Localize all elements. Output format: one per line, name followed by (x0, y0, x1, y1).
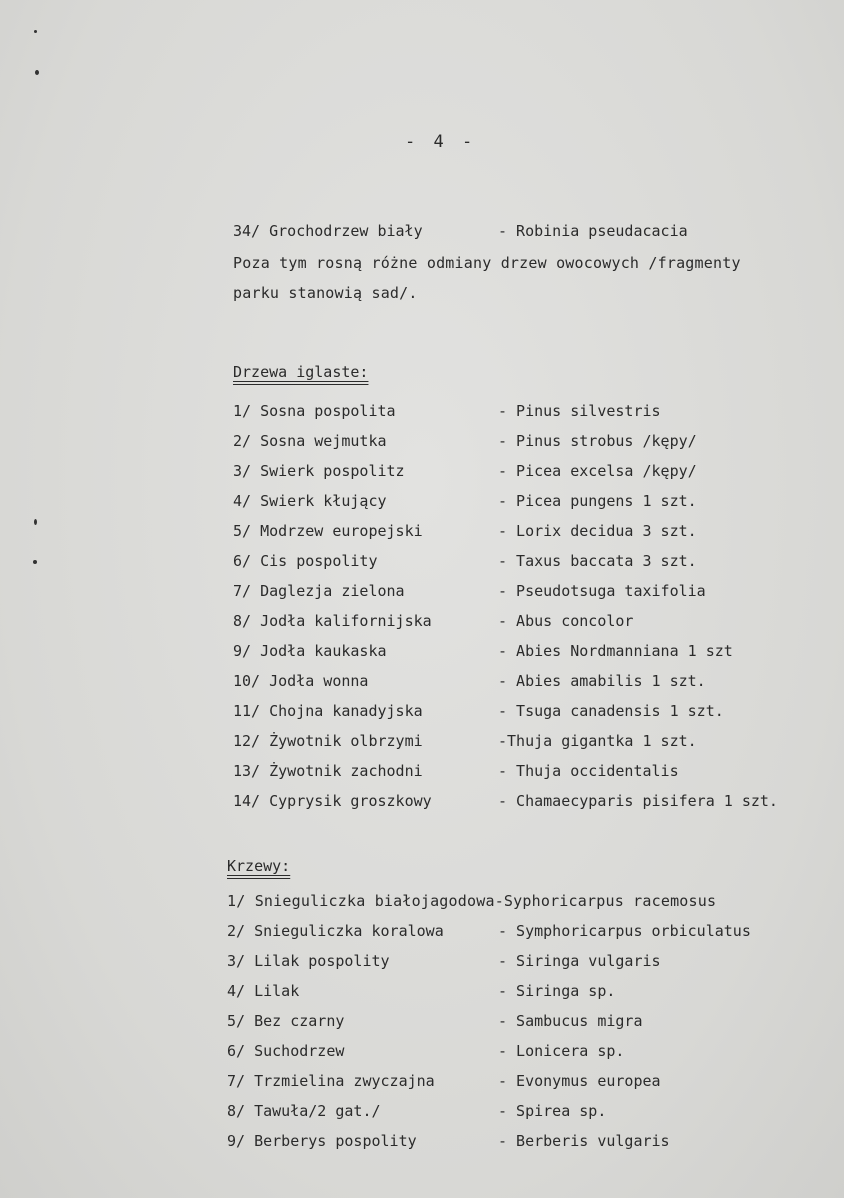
conifers-heading: Drzewa iglaste: (233, 363, 369, 381)
intro-line-3: parku stanowią sad/. (233, 284, 418, 302)
paper-speck (34, 30, 37, 33)
conifer-latin-name: - Pinus strobus /kępy/ (498, 432, 697, 450)
shrubs-heading: Krzewy: (227, 857, 291, 875)
conifer-latin-name: - Abies amabilis 1 szt. (498, 672, 706, 690)
shrub-latin-name: - Siringa sp. (498, 982, 616, 1000)
conifer-polish-name: 8/ Jodła kalifornijska (233, 612, 432, 630)
conifer-polish-name: 13/ Żywotnik zachodni (233, 762, 423, 780)
shrub-polish-name: 7/ Trzmielina zwyczajna (227, 1072, 435, 1090)
conifer-polish-name: 14/ Cyprysik groszkowy (233, 792, 432, 810)
conifer-polish-name: 2/ Sosna wejmutka (233, 432, 387, 450)
conifer-latin-name: - Taxus baccata 3 szt. (498, 552, 697, 570)
conifer-polish-name: 4/ Swierk kłujący (233, 492, 387, 510)
shrub-latin-name: - Evonymus europea (498, 1072, 661, 1090)
conifer-polish-name: 10/ Jodła wonna (233, 672, 369, 690)
conifer-polish-name: 7/ Daglezja zielona (233, 582, 405, 600)
intro-polish-name: 34/ Grochodrzew biały (233, 222, 423, 240)
shrub-item-1: 1/ Snieguliczka białojagodowa-Syphoricarpus racemosus (227, 892, 717, 910)
paper-speck (34, 519, 37, 525)
paper-speck (33, 560, 37, 564)
shrub-latin-name: - Berberis vulgaris (498, 1132, 670, 1150)
shrub-latin-name: - Sambucus migra (498, 1012, 643, 1030)
conifer-latin-name: - Chamaecyparis pisifera 1 szt. (498, 792, 778, 810)
conifer-polish-name: 9/ Jodła kaukaska (233, 642, 387, 660)
intro-latin-name: - Robinia pseudacacia (498, 222, 688, 240)
conifer-polish-name: 12/ Żywotnik olbrzymi (233, 732, 423, 750)
shrub-latin-name: - Symphoricarpus orbiculatus (498, 922, 751, 940)
shrub-polish-name: 4/ Lilak (227, 982, 300, 1000)
conifer-polish-name: 6/ Cis pospolity (233, 552, 378, 570)
conifer-latin-name: - Abies Nordmanniana 1 szt (498, 642, 733, 660)
shrub-polish-name: 6/ Suchodrzew (227, 1042, 345, 1060)
conifer-latin-name: - Lorix decidua 3 szt. (498, 522, 697, 540)
page-number: - 4 - (405, 132, 477, 152)
shrub-polish-name: 8/ Tawuła/2 gat./ (227, 1102, 381, 1120)
intro-line-1 (233, 222, 793, 242)
conifer-polish-name: 5/ Modrzew europejski (233, 522, 423, 540)
conifer-latin-name: - Abus concolor (498, 612, 634, 630)
shrub-latin-name: - Spirea sp. (498, 1102, 607, 1120)
paper-speck (35, 70, 39, 75)
conifer-latin-name: - Thuja occidentalis (498, 762, 679, 780)
intro-line-2: Poza tym rosną różne odmiany drzew owocowych /fragmenty (233, 254, 741, 272)
shrub-latin-name: - Siringa vulgaris (498, 952, 661, 970)
conifer-latin-name: - Picea pungens 1 szt. (498, 492, 697, 510)
shrub-polish-name: 2/ Snieguliczka koralowa (227, 922, 444, 940)
conifer-latin-name: - Tsuga canadensis 1 szt. (498, 702, 724, 720)
conifer-latin-name: - Pseudotsuga taxifolia (498, 582, 706, 600)
shrub-polish-name: 5/ Bez czarny (227, 1012, 345, 1030)
conifer-latin-name: - Pinus silvestris (498, 402, 661, 420)
conifer-polish-name: 1/ Sosna pospolita (233, 402, 396, 420)
conifer-latin-name: - Picea excelsa /kępy/ (498, 462, 697, 480)
shrub-polish-name: 9/ Berberys pospolity (227, 1132, 417, 1150)
conifer-polish-name: 3/ Swierk pospolitz (233, 462, 405, 480)
conifer-latin-name: -Thuja gigantka 1 szt. (498, 732, 697, 750)
shrub-latin-name: - Lonicera sp. (498, 1042, 625, 1060)
shrub-polish-name: 3/ Lilak pospolity (227, 952, 390, 970)
conifer-polish-name: 11/ Chojna kanadyjska (233, 702, 423, 720)
